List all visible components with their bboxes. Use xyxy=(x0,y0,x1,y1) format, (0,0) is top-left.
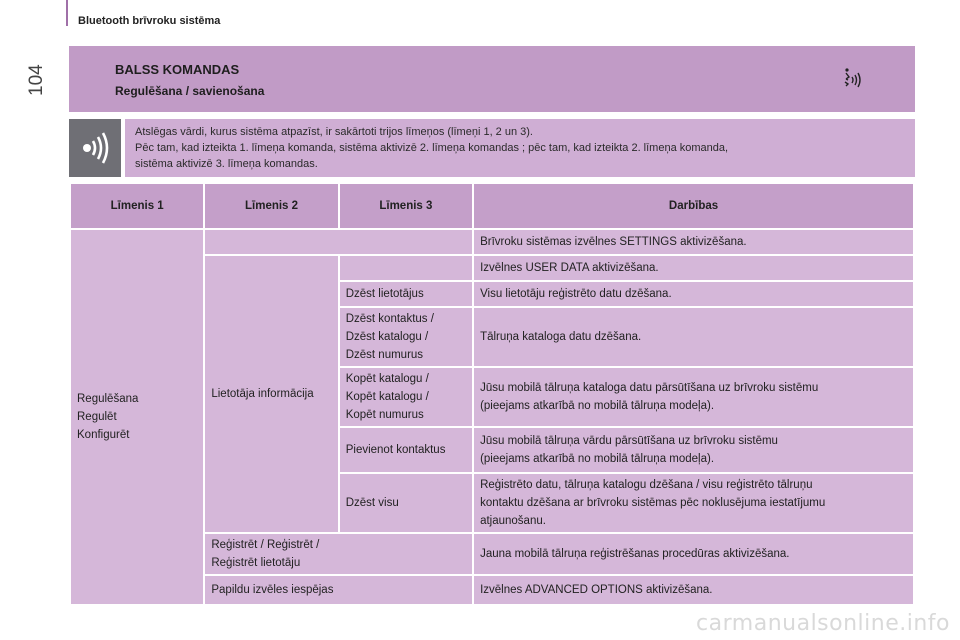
header-level2: Līmenis 2 xyxy=(204,183,338,229)
intro-icon-box xyxy=(69,119,121,177)
level1-cell xyxy=(70,229,204,605)
intro-line: Atslēgas vārdi, kurus sistēma atpazīst, ir sakārtoti trijos līmeņos (līmeņi 1, 2 un 3). xyxy=(135,126,533,138)
action-line: Jūsu mobilā tālruņa kataloga datu pārsūtīšana uz brīvroku sistēmu xyxy=(480,382,819,394)
action-cell: Jauna mobilā tālruņa reģistrēšanas procedūras aktivizēšana. xyxy=(473,533,914,575)
intro-line: Pēc tam, kad izteikta 1. līmeņa komanda, sistēma aktivizē 2. līmeņa komandas ; pēc tam, kad izteikta 2. līmeņa komanda, xyxy=(135,142,729,154)
sound-waves-icon xyxy=(69,119,121,177)
action-cell: Izvēlnes USER DATA aktivizēšana. xyxy=(473,255,914,281)
header-level1: Līmenis 1 xyxy=(70,183,204,229)
level2-line: Reģistrēt lietotāju xyxy=(211,557,301,569)
intro-line: sistēma aktivizē 3. līmeņa komandas. xyxy=(135,158,318,170)
level2-line: Reģistrēt / Reģistrēt / xyxy=(211,539,320,551)
action-cell: Brīvroku sistēmas izvēlnes SETTINGS aktivizēšana. xyxy=(473,229,914,255)
empty-cell xyxy=(204,229,473,255)
level3-line: Dzēst kontaktus / xyxy=(345,313,434,325)
level3-cell: Dzēst visu xyxy=(339,473,473,533)
action-cell xyxy=(473,367,914,427)
level2-cell: Lietotāja informācija xyxy=(204,255,338,533)
page-number-wrap xyxy=(26,56,50,96)
table-header-row xyxy=(70,183,914,229)
level3-cell xyxy=(339,367,473,427)
level2-cell xyxy=(204,533,473,575)
empty-cell xyxy=(339,255,473,281)
action-cell xyxy=(473,473,914,533)
action-line: kontaktu dzēšana ar brīvroku sistēmas pēc noklusējuma iestatījumu xyxy=(480,497,826,509)
level3-cell: Dzēst lietotājus xyxy=(339,281,473,307)
level3-line: Dzēst katalogu / xyxy=(345,331,429,343)
voice-command-icon xyxy=(841,66,865,92)
intro-box xyxy=(125,119,915,177)
level1-keyword: Regulēt xyxy=(77,411,117,423)
action-line: atjaunošanu. xyxy=(480,515,546,527)
level1-keyword: Konfigurēt xyxy=(77,429,130,441)
header-level3: Līmenis 3 xyxy=(339,183,473,229)
action-cell xyxy=(473,427,914,473)
table-row xyxy=(70,229,914,255)
level1-keyword: Regulēšana xyxy=(77,393,139,405)
action-cell: Visu lietotāju reģistrēto datu dzēšana. xyxy=(473,281,914,307)
action-line: (pieejams atkarībā no mobilā tālruņa modeļa). xyxy=(480,453,715,465)
section-subtitle: Regulēšana / savienošana xyxy=(115,84,265,98)
header-accent-bar xyxy=(66,0,68,26)
level3-line: Kopēt numurus xyxy=(345,409,424,421)
action-line: Reģistrēto datu, tālruņa katalogu dzēšana / visu reģistrēto tālruņu xyxy=(480,479,813,491)
action-cell: Tālruņa kataloga datu dzēšana. xyxy=(473,307,914,367)
section-title-box xyxy=(69,46,915,112)
section-title: BALSS KOMANDAS xyxy=(115,62,240,77)
level3-line: Kopēt katalogu / xyxy=(345,391,429,403)
action-line: (pieejams atkarībā no mobilā tālruņa modeļa). xyxy=(480,400,715,412)
action-line: Jūsu mobilā tālruņa vārdu pārsūtīšana uz brīvroku sistēmu xyxy=(480,435,778,447)
level3-cell: Pievienot kontaktus xyxy=(339,427,473,473)
page-number: 104 xyxy=(26,64,47,96)
watermark: carmanualsonline.info xyxy=(696,611,950,636)
action-cell: Izvēlnes ADVANCED OPTIONS aktivizēšana. xyxy=(473,575,914,605)
intro-text xyxy=(135,124,905,172)
header-actions: Darbības xyxy=(473,183,914,229)
level3-line: Kopēt katalogu / xyxy=(345,373,429,385)
level3-cell xyxy=(339,307,473,367)
level3-line: Dzēst numurus xyxy=(345,349,424,361)
voice-commands-table xyxy=(69,182,915,606)
running-header: Bluetooth brīvroku sistēma xyxy=(78,15,221,27)
level2-cell: Papildu izvēles iespējas xyxy=(204,575,473,605)
